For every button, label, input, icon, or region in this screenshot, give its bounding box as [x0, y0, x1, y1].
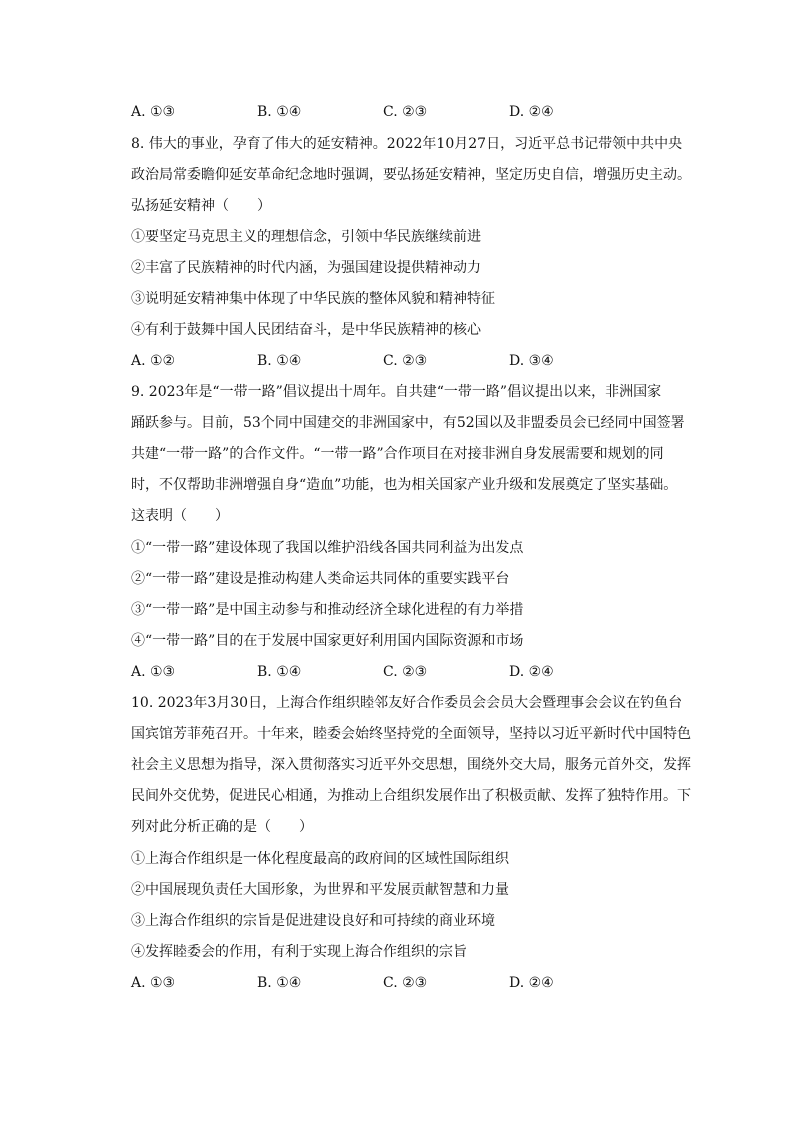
- statement-1: ①“一带一路”建设体现了我国以维护沿线各国共同利益为出发点: [131, 540, 524, 556]
- option-d[interactable]: D. ③④: [509, 353, 554, 369]
- option-a[interactable]: A. ①③: [131, 664, 176, 680]
- option-a[interactable]: A. ①②: [131, 353, 176, 369]
- prev-question-options: [131, 101, 691, 123]
- option-b[interactable]: B. ①④: [257, 104, 302, 120]
- statement-4: ④“一带一路”目的在于发展中国家更好利用国内国际资源和市场: [131, 633, 524, 649]
- statement-3: ③上海合作组织的宗旨是促进建设良好和可持续的商业环境: [131, 913, 495, 929]
- option-d[interactable]: D. ②④: [509, 664, 554, 680]
- question-stem-line: 10. 2023年3月30日，上海合作组织睦邻友好合作委员会会员大会暨理事会会议在钓鱼台: [131, 695, 683, 711]
- question-stem-line: 共建“一带一路”的合作文件。“一带一路”合作项目在对接非洲自身发展需要和规划的同: [131, 446, 664, 462]
- option-b[interactable]: B. ①④: [257, 353, 302, 369]
- answer-options: [131, 350, 691, 372]
- question-stem-line: 政治局常委瞻仰延安革命纪念地时强调，要弘扬延安精神，坚定历史自信，增强历史主动。: [131, 167, 691, 183]
- question-stem-line: 社会主义思想为指导，深入贯彻落实习近平外交思想，围绕外交大局，服务元首外交，发挥: [131, 757, 691, 773]
- question-stem-line: 弘扬延安精神（ ）: [131, 198, 271, 214]
- question-stem-line: 8. 伟大的事业，孕育了伟大的延安精神。2022年10月27日，习近平总书记带领中共中央: [131, 136, 683, 152]
- question-stem-line: 列对此分析正确的是（ ）: [131, 819, 313, 835]
- option-c[interactable]: C. ②③: [383, 975, 428, 991]
- statement-1: ①上海合作组织是一体化程度最高的政府间的区域性国际组织: [131, 851, 509, 867]
- statement-1: ①要坚定马克思主义的理想信念，引领中华民族继续前进: [131, 229, 481, 245]
- option-c[interactable]: C. ②③: [383, 353, 428, 369]
- question-stem-line: 民间外交优势，促进民心相通，为推动上合组织发展作出了积极贡献、发挥了独特作用。下: [131, 788, 691, 804]
- option-d[interactable]: D. ②④: [509, 104, 554, 120]
- statement-2: ②中国展现负责任大国形象，为世界和平发展贡献智慧和力量: [131, 882, 509, 898]
- question-stem-line: 时，不仅帮助非洲增强自身“造血”功能，也为相关国家产业升级和发展奠定了坚实基础。: [131, 477, 678, 493]
- option-d[interactable]: D. ②④: [509, 975, 554, 991]
- option-c[interactable]: C. ②③: [383, 664, 428, 680]
- option-c[interactable]: C. ②③: [383, 104, 428, 120]
- statement-4: ④发挥睦委会的作用，有利于实现上海合作组织的宗旨: [131, 944, 467, 960]
- statement-2: ②丰富了民族精神的时代内涵，为强国建设提供精神动力: [131, 260, 481, 276]
- option-a[interactable]: A. ①③: [131, 104, 176, 120]
- question-stem-line: 国宾馆芳菲苑召开。十年来，睦委会始终坚持党的全面领导，坚持以习近平新时代中国特色: [131, 726, 691, 742]
- option-b[interactable]: B. ①④: [257, 664, 302, 680]
- question-stem-line: 这表明（ ）: [131, 508, 229, 524]
- question-stem-line: 踊跃参与。目前，53个同中国建交的非洲国家中，有52国以及非盟委员会已经同中国签署: [131, 415, 685, 431]
- answer-options: [131, 661, 691, 683]
- answer-options: [131, 972, 691, 994]
- option-a[interactable]: A. ①③: [131, 975, 176, 991]
- question-stem-line: 9. 2023年是“一带一路”倡议提出十周年。自共建“一带一路”倡议提出以来，非洲国家: [131, 384, 662, 400]
- statement-4: ④有利于鼓舞中国人民团结奋斗，是中华民族精神的核心: [131, 322, 481, 338]
- statement-3: ③说明延安精神集中体现了中华民族的整体风貌和精神特征: [131, 291, 495, 307]
- option-b[interactable]: B. ①④: [257, 975, 302, 991]
- statement-3: ③“一带一路”是中国主动参与和推动经济全球化进程的有力举措: [131, 602, 524, 618]
- statement-2: ②“一带一路”建设是推动构建人类命运共同体的重要实践平台: [131, 571, 510, 587]
